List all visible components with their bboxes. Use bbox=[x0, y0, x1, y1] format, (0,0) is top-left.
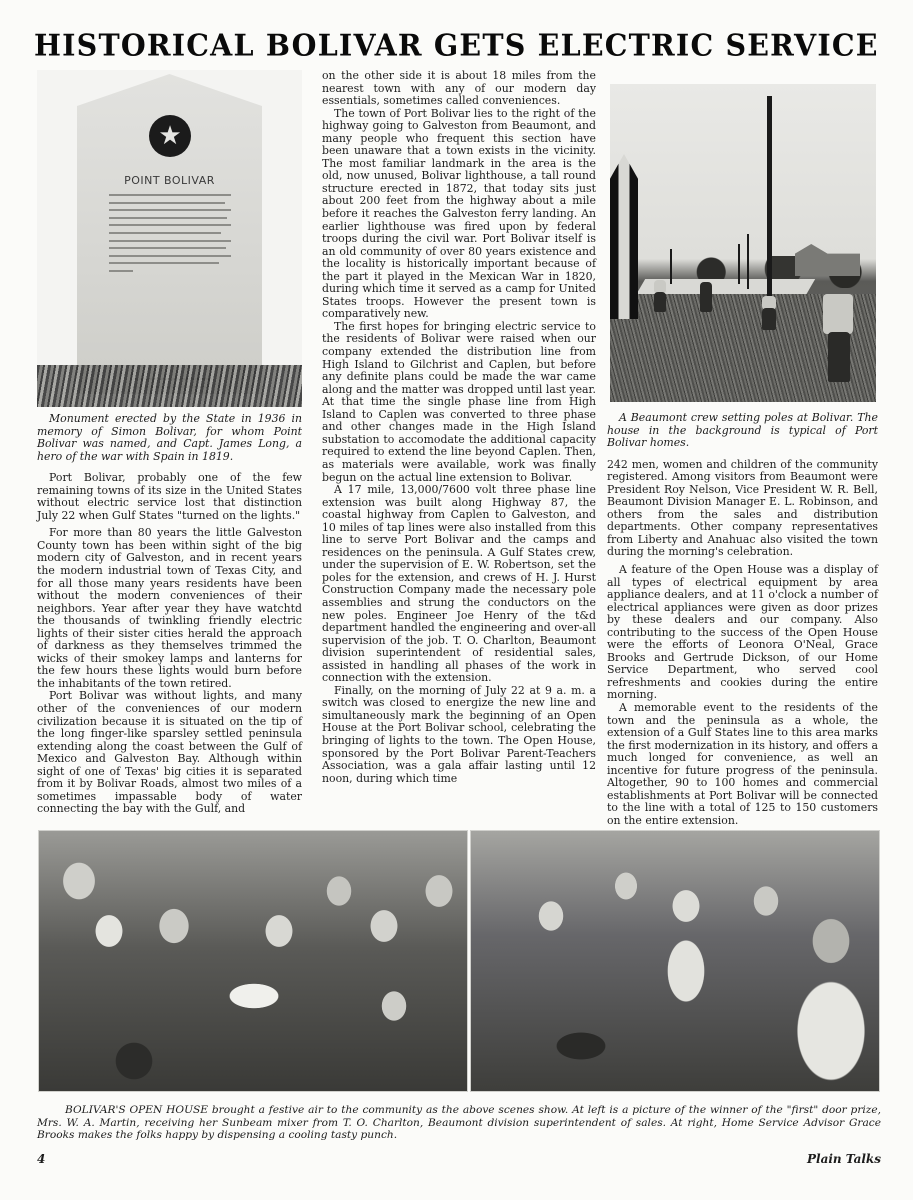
open-house-door-prize-photo bbox=[38, 830, 468, 1092]
column-1 bbox=[37, 413, 302, 816]
body-paragraph: on the other side it is about 18 miles from the nearest town with any of our modern day essentials, sometimes called conveniences. bbox=[322, 69, 596, 108]
shrubs bbox=[37, 365, 302, 407]
body-paragraph: Port Bolivar, probably one of the few remaining towns of its size in the United States without electric service lost that distinction July 22 when Gulf States "turned on the lights." bbox=[37, 471, 302, 522]
open-house-caption: BOLIVAR'S OPEN HOUSE brought a festive air to the community as the above scenes show. At left is a picture of the winner of the "first" door prize, Mrs. W. A. Martin, receiving her Sunbeam mixer from T. O. Charlton, Beaumont division superintendent of sales. At right, Home Service Advisor Grace Brooks makes the folks happy by dispensing a cooling tasty punch. bbox=[37, 1104, 881, 1142]
body-paragraph: A feature of the Open House was a display of all types of electrical equipment by area appliance dealers, and at 11 o'clock a number of electrical appliances were given as door prizes by these dealers and our company. Also contributing to the success of the Open House were the efforts of Leonora O'Neal, Grace Brooks and Gertrude Dickson, of our Home Service Department, who served cool refreshments and cookies during the entire morning. bbox=[607, 563, 878, 702]
house bbox=[795, 244, 860, 276]
texas-star-seal-icon: ★ bbox=[149, 115, 191, 157]
body-paragraph: Port Bolivar was without lights, and many other of the conveniences of our modern civilization because it is situated on the tip of the long finger-like sparsley settled peninsula extending along the coast between the Gulf of Mexico and Galveston Bay. Although within sight of one of Texas' big cities it is separated from it by Bolivar Roads, almost two miles of a sometimes impassable body of water connecting the bay with the Gulf, and bbox=[37, 689, 302, 816]
utility-pole bbox=[738, 244, 740, 284]
body-paragraph: Finally, on the morning of July 22 at 9 a. m. a switch was closed to energize the new line and simultaneously mark the beginning of an Open House at the Port Bolivar school, celebrating the bringing of lights to the town. The Open House, sponsored by the Port Bolivar Parent-Teachers Association, was a gala affair lasting until 12 noon, during which time bbox=[322, 683, 596, 785]
monument-marker-title: POINT BOLIVAR bbox=[124, 174, 215, 187]
worker bbox=[700, 282, 712, 312]
worker bbox=[762, 308, 776, 330]
open-house-punch-photo bbox=[470, 830, 880, 1092]
pole-crew-caption: A Beaumont crew setting poles at Bolivar. The house in the background is typical of Port Bolivar homes. bbox=[607, 411, 878, 450]
article-headline: HISTORICAL BOLIVAR GETS ELECTRIC SERVICE bbox=[34, 27, 879, 63]
worker-with-hat bbox=[823, 294, 853, 334]
body-paragraph: A memorable event to the residents of the town and the peninsula as a whole, the extension of a Gulf States line to this area marks the first modernization in its history, and offers a much longed for convenience, as well an incentive for future progress of the peninsula. Altogether, 90 to 100 homes and commercial establishments at Port Bolivar will be connected to the line with a total of 125 to 150 customers on the entire extension. bbox=[607, 701, 878, 827]
page-number: 4 bbox=[37, 1152, 46, 1166]
monument-photo bbox=[37, 70, 302, 407]
body-paragraph: The first hopes for bringing electric service to the residents of Bolivar were raised when our company extended the distribution line from High Island to Gilchrist and Caplen, but before any definite plans could be made the war came along and the matter was dropped until last year. At that time the single phase line from High Island to Caplen was converted to three phase and other changes made in the High Island substation to accomodate the additional capacity required to extend the line beyond Caplen. Then, as materials were available, work was finally begun on the actual line extension to Bolivar. bbox=[322, 319, 596, 484]
body-paragraph: The town of Port Bolivar lies to the right of the highway going to Galveston from Beaumont, and many people who frequent this section have been unaware that a town exists in the vicinity. The most familiar landmark in the area is the old, now unused, Bolivar lighthouse, a tall round structure erected in 1872, that today sits just about 200 feet from the highway about a mile before it reaches the Galveston ferry landing. An earlier lighthouse was fired upon by federal troops during the civil war. Port Bolivar itself is an old community of over 80 years existence and the locality is historically important because of the part it played in the Mexican War in 1820, during which time it served as a camp for United States troops. However the present town is comparatively new. bbox=[322, 106, 596, 321]
utility-pole bbox=[747, 234, 749, 289]
body-paragraph: A 17 mile, 13,000/7600 volt three phase line extension was built along Highway 87, the coastal highway from Caplen to Galveston, and 10 miles of tap lines were also installed from this line to serve Port Bolivar and the camps and residences on the peninsula. A Gulf States crew, under the supervision of E. W. Robertson, set the poles for the extension, and crews of H. J. Hurst Construction Company made the necessary pole assemblies and strung the conductors on the new poles. Engineer Joe Henry of the t&d department handled the engineering and over-all supervision of the job. T. O. Charlton, Beaumont division superintendent of residential sales, assisted in handling all phases of the work in connection with the extension. bbox=[322, 483, 596, 685]
utility-pole bbox=[670, 249, 672, 284]
publication-name: Plain Talks bbox=[806, 1152, 881, 1166]
worker bbox=[654, 292, 666, 312]
worker-with-hat bbox=[828, 332, 850, 382]
utility-pole bbox=[767, 96, 772, 301]
column-2 bbox=[322, 70, 596, 785]
pole-crew-photo bbox=[610, 84, 876, 402]
monument-caption: Monument erected by the State in 1936 in memory of Simon Bolivar, for whom Point Bolivar was named, and Capt. James Long, a hero of the war with Spain in 1819. bbox=[37, 412, 302, 463]
monument-inscription bbox=[109, 194, 231, 278]
body-paragraph: 242 men, women and children of the community registered. Among visitors from Beaumont were President Roy Nelson, Vice President W. R. Bell, Beaumont Division Manager E. L. Robinson, and others from the sales and distribution departments. Other company representatives from Liberty and Anahuac also visited the town during the morning's celebration. bbox=[607, 457, 878, 559]
pole-derrick bbox=[610, 154, 638, 319]
body-paragraph: For more than 80 years the little Galveston County town has been within sight of the big modern city of Galveston, and in recent years the modern industrial town of Texas City, and for all those many years residents have been without the modern conveniences of their neighbors. Year after year they have watchtd the thousands of twinkling friendly electric lights of their sister cities herald the approach of darkness as they themselves trimmed the wicks of their smokey lamps and lanterns for the few hours these lights would burn before the inhabitants of the town retired. bbox=[37, 526, 302, 690]
column-3 bbox=[607, 412, 878, 828]
